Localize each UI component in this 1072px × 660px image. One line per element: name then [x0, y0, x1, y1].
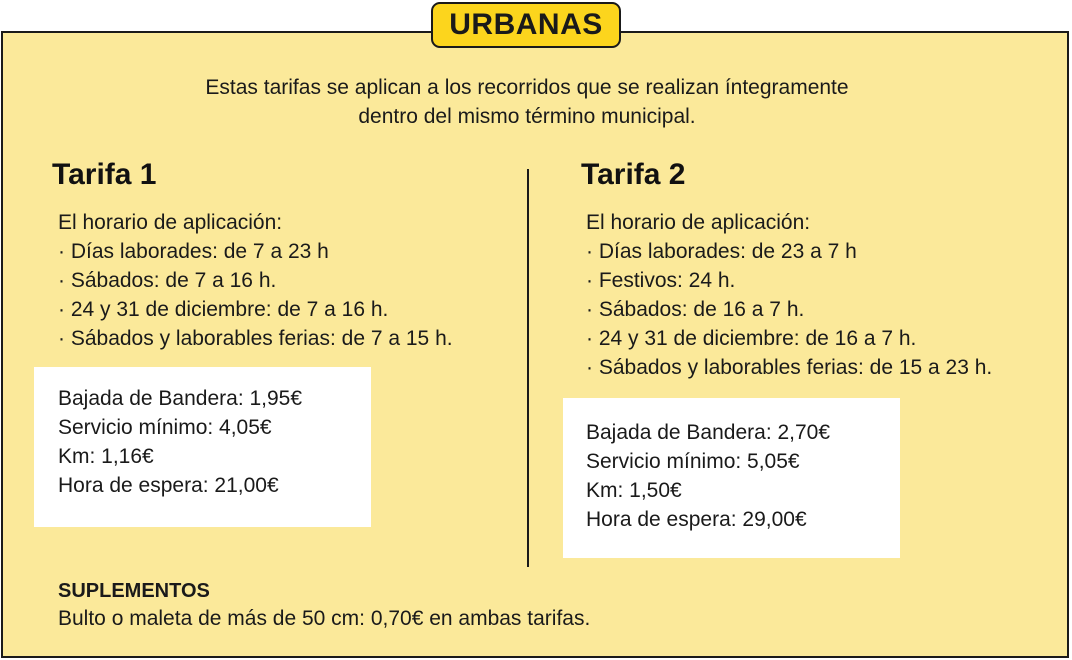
tarifa-1-prices [34, 367, 371, 527]
tarifa-1-schedule [58, 208, 453, 353]
tarifa-1-title: Tarifa 1 [52, 158, 157, 191]
schedule-item: · 24 y 31 de diciembre: de 7 a 16 h. [58, 298, 389, 321]
intro-text [0, 73, 1054, 131]
suplementos-title: SUPLEMENTOS [58, 580, 210, 602]
urbanas-badge [431, 2, 621, 48]
price-item: Km: 1,16€ [58, 445, 154, 468]
schedule-item: · Sábados y laborables ferias: de 7 a 15 h. [58, 327, 453, 350]
schedule-item: · Días laborades: de 23 a 7 h [586, 240, 857, 263]
schedule-item: · Sábados: de 7 a 16 h. [58, 269, 277, 292]
tarifa-2-title: Tarifa 2 [581, 158, 686, 191]
suplementos-text: Bulto o maleta de más de 50 cm: 0,70€ en ambas tarifas. [58, 607, 591, 630]
column-divider [527, 169, 529, 567]
intro-line-1: Estas tarifas se aplican a los recorridos que se realizan íntegramente [205, 76, 849, 99]
price-item: Servicio mínimo: 4,05€ [58, 416, 272, 439]
schedule-heading: El horario de aplicación: [58, 211, 283, 234]
price-item: Hora de espera: 21,00€ [58, 474, 279, 497]
price-item: Servicio mínimo: 5,05€ [586, 450, 800, 473]
price-item: Bajada de Bandera: 1,95€ [58, 387, 303, 410]
tarifa-2-prices [563, 398, 900, 558]
tarifa-2-schedule [586, 208, 992, 382]
intro-line-2: dentro del mismo término municipal. [358, 105, 696, 128]
schedule-item: · Días laborades: de 7 a 23 h [58, 240, 329, 263]
price-item: Bajada de Bandera: 2,70€ [586, 421, 831, 444]
schedule-item: · 24 y 31 de diciembre: de 16 a 7 h. [586, 327, 917, 350]
schedule-item: · Sábados: de 16 a 7 h. [586, 298, 805, 321]
price-item: Km: 1,50€ [586, 479, 682, 502]
badge-label: URBANAS [449, 8, 603, 41]
schedule-heading: El horario de aplicación: [586, 211, 811, 234]
schedule-item: · Festivos: 24 h. [586, 269, 736, 292]
schedule-item: · Sábados y laborables ferias: de 15 a 23 h. [586, 356, 993, 379]
price-item: Hora de espera: 29,00€ [586, 508, 807, 531]
